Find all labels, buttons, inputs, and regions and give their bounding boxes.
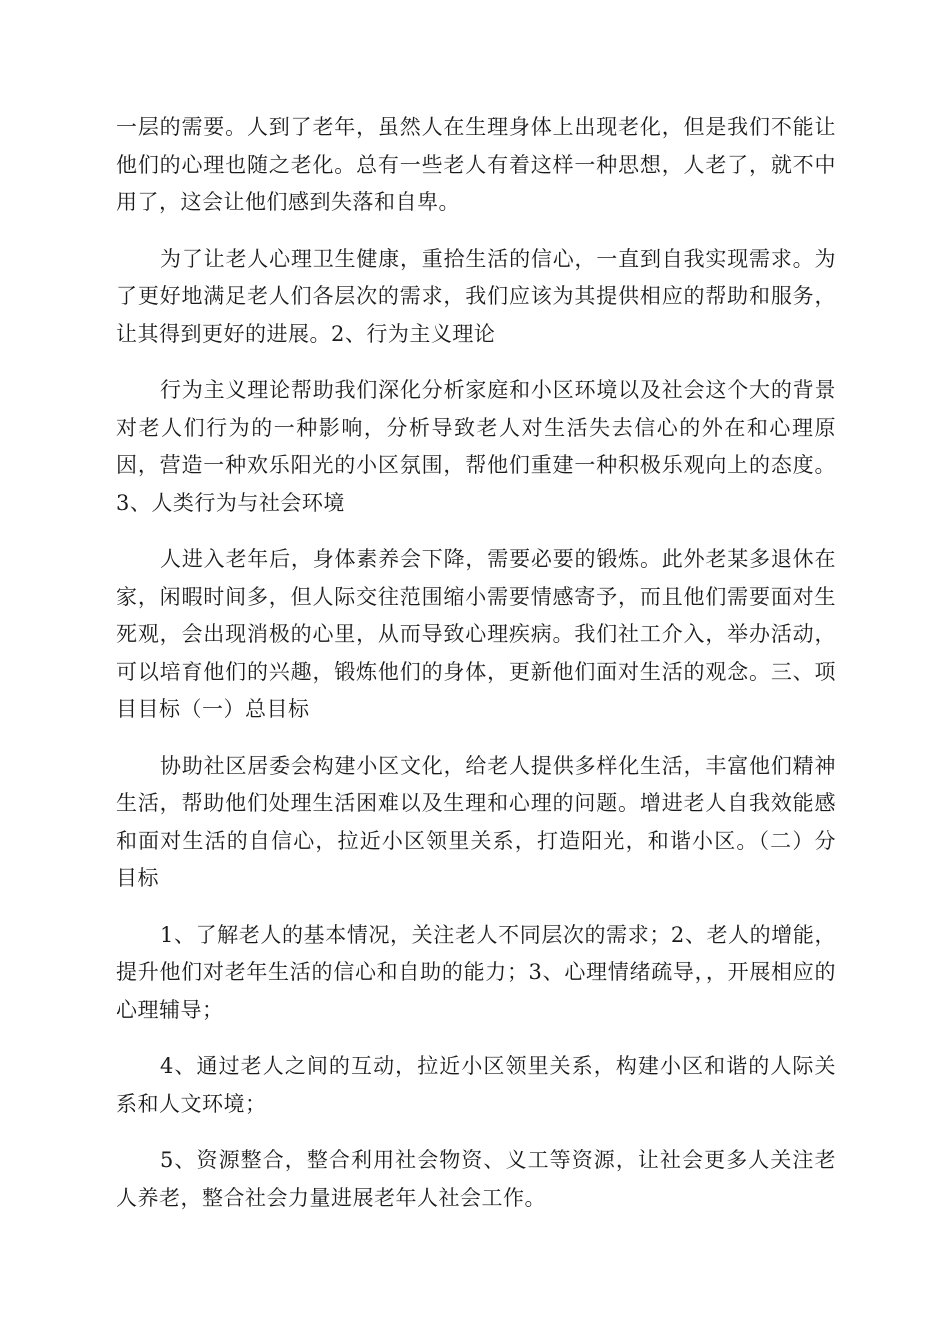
document-body bbox=[116, 109, 836, 1236]
paragraph-3: 行为主义理论帮助我们深化分析家庭和小区环境以及社会这个大的背景对老人们行为的一种影响，分析导致老人对生活失去信心的外在和心理原因，营造一种欢乐阳光的小区氛围，帮他们重建一种积极乐观向上的态度。3、人类行为与社会环境 bbox=[116, 378, 836, 515]
paragraph-2: 为了让老人心理卫生健康，重拾生活的信心，一直到自我实现需求。为了更好地满足老人们各层次的需求，我们应该为其提供相应的帮助和服务，让其得到更好的进展。2、行为主义理论 bbox=[116, 246, 836, 346]
paragraph-7: 4、通过老人之间的互动，拉近小区领里关系，构建小区和谐的人际关系和人文环境； bbox=[116, 1054, 836, 1116]
paragraph-5: 协助社区居委会构建小区文化，给老人提供多样化生活，丰富他们精神生活，帮助他们处理生活困难以及生理和心理的问题。增进老人自我效能感和面对生活的自信心，拉近小区领里关系，打造阳光，和谐小区。（二）分目标 bbox=[116, 753, 836, 890]
paragraph-1: 一层的需要。人到了老年，虽然人在生理身体上出现老化，但是我们不能让他们的心理也随之老化。总有一些老人有着这样一种思想，人老了，就不中用了，这会让他们感到失落和自卑。 bbox=[116, 115, 836, 214]
paragraph-4: 人进入老年后，身体素养会下降，需要必要的锻炼。此外老某多退休在家，闲暇时间多，但人际交往范围缩小需要情感寄予，而且他们需要面对生死观，会出现消极的心里，从而导致心理疾病。我们社工介入，举办活动，可以培育他们的兴趣，锻炼他们的身体，更新他们面对生活的观念。三、项目目标（一）总目标 bbox=[116, 547, 836, 721]
paragraph-8: 5、资源整合，整合利用社会物资、义工等资源，让社会更多人关注老人养老，整合社会力量进展老年人社会工作。 bbox=[116, 1148, 836, 1210]
paragraph-6: 1、了解老人的基本情况，关注老人不同层次的需求；2、老人的增能，提升他们对老年生活的信心和自助的能力；3、心理情绪疏导，，开展相应的心理辅导； bbox=[116, 922, 836, 1022]
